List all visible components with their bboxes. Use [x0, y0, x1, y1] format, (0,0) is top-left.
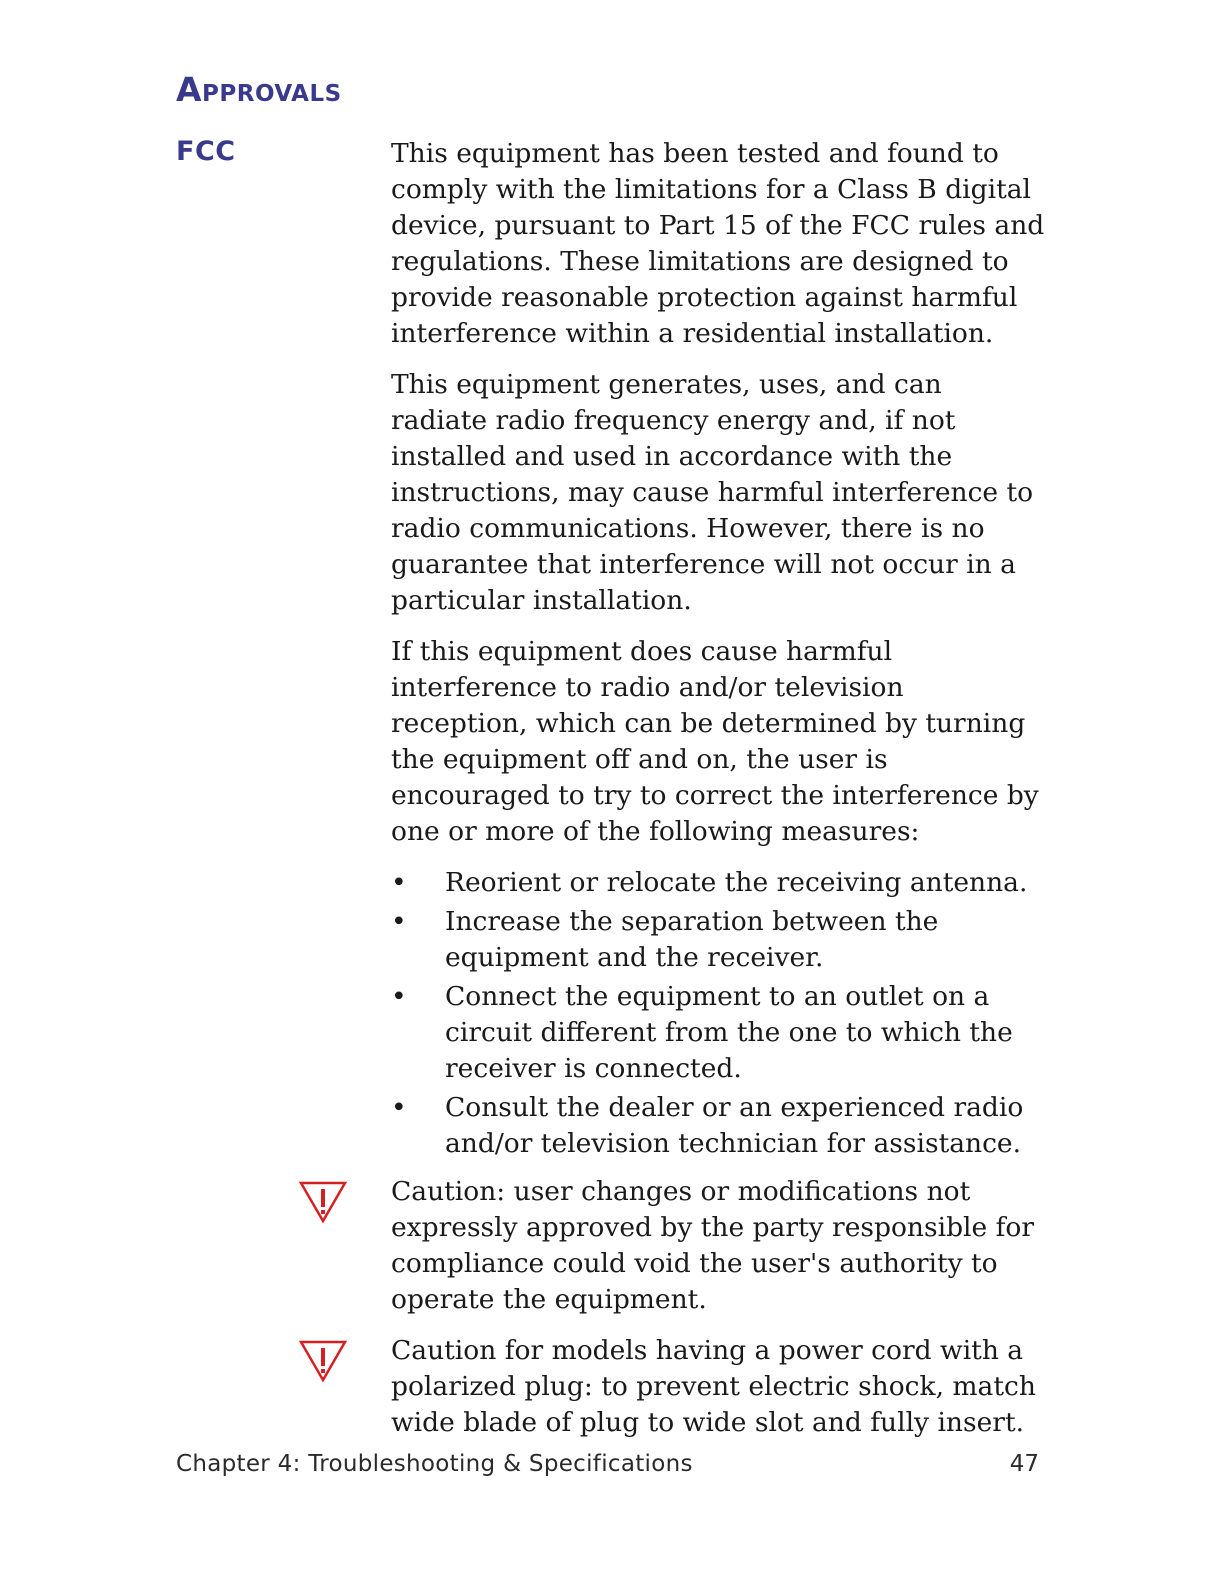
measures-list: [391, 865, 1046, 1162]
list-item: [391, 1090, 1046, 1162]
fcc-paragraph-2: This equipment generates, uses, and can radiate radio frequency energy and, if not installed and used in accordance with the instructions, may cause harmful interference to radio communications. However, there is no guarantee that interference will not occur in a particular installation.: [391, 369, 1034, 616]
section-title: Approvals: [176, 70, 342, 109]
fcc-label: FCC: [176, 136, 236, 167]
measure-text: Reorient or relocate the receiving antenna.: [445, 867, 1028, 898]
bullet: •: [391, 1092, 407, 1123]
warning-triangle-icon: [299, 1339, 347, 1383]
bullet: •: [391, 867, 407, 898]
warning-triangle-icon: [299, 1180, 347, 1224]
measure-text: Connect the equipment to an outlet on a circuit different from the one to which the receiver is connected.: [445, 981, 1013, 1084]
footer-chapter-title: Chapter 4: Troubleshooting & Specifications: [176, 1451, 693, 1477]
caution-note-2: [391, 1333, 1046, 1441]
caution-text: Caution for models having a power cord with a polarized plug: to prevent electric shock, match wide blade of plug to wide slot and fully insert.: [391, 1335, 1036, 1438]
list-item: [391, 904, 1046, 976]
list-item: [391, 865, 1046, 901]
list-item: [391, 979, 1046, 1087]
fcc-paragraph-1: This equipment has been tested and found to comply with the limitations for a Class B digital device, pursuant to Part 15 of the FCC rules and regulations. These limitations are designed to provide reasonable protection against harmful interference within a residential installation.: [391, 138, 1045, 349]
measure-text: Consult the dealer or an experienced radio and/or television technician for assistance.: [445, 1092, 1024, 1159]
fcc-content: [391, 136, 1046, 1456]
bullet: •: [391, 906, 407, 937]
measure-text: Increase the separation between the equipment and the receiver.: [445, 906, 939, 973]
caution-text: Caution: user changes or modifications not expressly approved by the party responsible for compliance could void the user's authority to operate the equipment.: [391, 1176, 1035, 1315]
caution-note-1: [391, 1174, 1046, 1318]
page-number: 47: [1009, 1451, 1039, 1477]
bullet: •: [391, 981, 407, 1012]
fcc-paragraph-3: If this equipment does cause harmful interference to radio and/or television reception, which can be determined by turning the equipment off and on, the user is encouraged to try to correct the interference by one or more of the following measures:: [391, 636, 1039, 847]
